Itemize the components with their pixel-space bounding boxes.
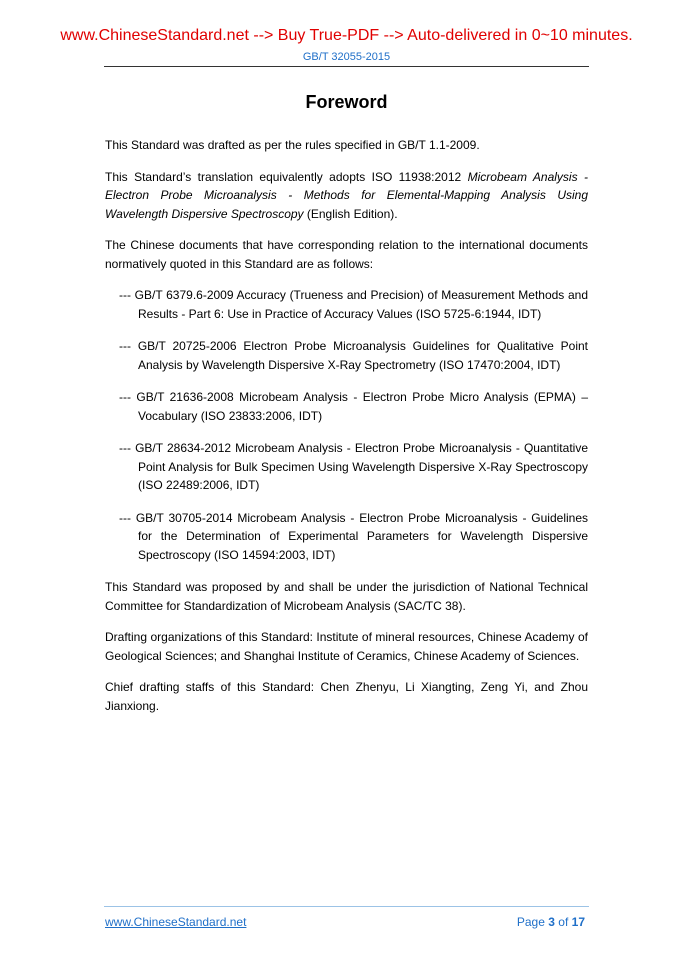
page-total: 17	[571, 915, 585, 929]
page-of-label: of	[558, 915, 569, 929]
paragraph-translation	[105, 168, 588, 224]
page-label: Page	[516, 915, 545, 929]
paragraph-translation-pre: This Standard’s translation equivalently adopts ISO 11938:2012	[105, 169, 468, 184]
iso-title-italic: Microbeam Analysis - Electron Probe Microanalysis - Methods for Elemental-Mapping Analysis Using Wavelength Dispersive Spectroscopy	[105, 169, 589, 221]
promo-banner[interactable]: www.ChineseStandard.net --> Buy True-PDF --> Auto-delivered in 0~10 minutes.	[60, 27, 633, 44]
page-number	[517, 915, 585, 929]
list-item: --- GB/T 28634-2012 Microbeam Analysis - Electron Probe Microanalysis - Quantitative Point Analysis for Bulk Specimen Using Wavelength Dispersive X-Ray Spectroscopy (ISO 22489:2006, IDT)	[119, 441, 588, 492]
header-divider	[104, 66, 589, 67]
list-item: --- GB/T 30705-2014 Microbeam Analysis - Electron Probe Microanalysis - Guidelines for the Determination of Experimental Parameters for Wavelength Dispersive Spectroscopy (ISO 14594:2003, IDT)	[119, 510, 588, 562]
list-item: --- GB/T 20725-2006 Electron Probe Microanalysis Guidelines for Qualitative Point Analysis by Wavelength Dispersive X-Ray Spectrometry (ISO 17470:2004, IDT)	[119, 339, 588, 372]
paragraph-drafting-rules: This Standard was drafted as per the rules specified in GB/T 1.1-2009.	[105, 138, 480, 152]
list-item: --- GB/T 21636-2008 Microbeam Analysis - Electron Probe Micro Analysis (EPMA) – Vocabulary (ISO 23833:2006, IDT)	[119, 390, 588, 423]
paragraph-translation-post: (English Edition).	[303, 206, 398, 221]
paragraph-jurisdiction: This Standard was proposed by and shall be under the jurisdiction of National Technical Committee for Standardization of Microbeam Analysis (SAC/TC 38).	[105, 580, 588, 613]
footer-website-link[interactable]: www.ChineseStandard.net	[105, 915, 247, 929]
paragraph-drafting-staffs: Chief drafting staffs of this Standard: Chen Zhenyu, Li Xiangting, Zeng Yi, and Zhou Jianxiong.	[105, 680, 588, 713]
page-title: Foreword	[305, 92, 388, 112]
paragraph-drafting-organizations: Drafting organizations of this Standard: Institute of mineral resources, Chinese Academy of Geological Sciences; and Shanghai Institute of Ceramics, Chinese Academy of Sciences.	[105, 630, 588, 663]
document-body	[105, 136, 588, 728]
page-current: 3	[548, 915, 555, 929]
footer-divider	[104, 906, 589, 907]
standards-list	[105, 286, 588, 564]
paragraph-corresponding-docs: The Chinese documents that have corresponding relation to the international documents normatively quoted in this Standard are as follows:	[105, 238, 588, 271]
list-item: --- GB/T 6379.6-2009 Accuracy (Trueness and Precision) of Measurement Methods and Results - Part 6: Use in Practice of Accuracy Values (ISO 5725-6:1944, IDT)	[119, 288, 588, 321]
document-code: GB/T 32055-2015	[302, 51, 391, 63]
